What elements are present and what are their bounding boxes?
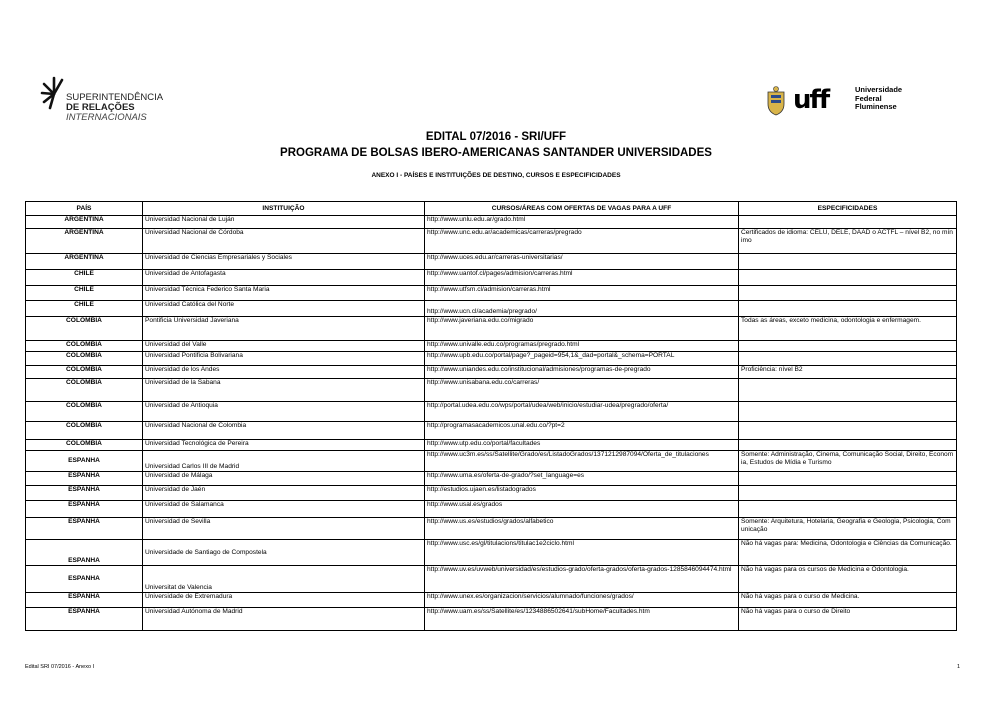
sri-logo [40, 68, 190, 128]
cell-pais: ESPANHA [26, 501, 143, 518]
cell-instituicao: Universidad de los Andes [143, 366, 425, 379]
cell-instituicao: Universidad de Ciencias Empresariales y Sociales [143, 254, 425, 270]
uff-crest-icon [765, 86, 787, 116]
cell-url[interactable]: http://www.uam.es/ss/Satellite/es/1234886502641/subHome/Facultades.htm [425, 608, 739, 631]
sri-logo-line2: DE RELAÇÕES [66, 102, 135, 113]
cell-instituicao: Universidade de Santiago de Compostela [143, 540, 425, 566]
footer-page-number: 1 [957, 664, 961, 670]
cell-instituicao: Universidad de Antofagasta [143, 270, 425, 286]
table-row [26, 501, 957, 518]
table-header-row [26, 202, 957, 216]
cell-url[interactable]: http://www.ucn.cl/academia/pregrado/ [425, 301, 739, 317]
cell-url[interactable]: http://programasacademicos.unal.edu.co/?pt=2 [425, 422, 739, 440]
table-row [26, 451, 957, 472]
table-row [26, 229, 957, 254]
cell-url[interactable]: http://www.utp.edu.co/portal/facultades [425, 440, 739, 451]
cell-pais: COLÔMBIA [26, 440, 143, 451]
cell-url[interactable]: http://www.usc.es/gl/titulacions/titulac1e2ciclo.html [425, 540, 739, 566]
cell-pais: ESPANHA [26, 486, 143, 501]
cell-instituicao: Universidad de Jaén [143, 486, 425, 501]
cell-url[interactable]: http://www.javeriana.edu.co/migrado [425, 317, 739, 341]
cell-instituicao: Universidad Nacional de Colombia [143, 422, 425, 440]
table-row [26, 518, 957, 540]
table-row [26, 301, 957, 317]
header-cursos: CURSOS/ÁREAS COM OFERTAS DE VAGAS PARA A UFF [425, 202, 739, 216]
cell-pais: COLÔMBIA [26, 379, 143, 402]
cell-url[interactable]: http://www.uv.es/uvweb/universidad/es/estudios-grado/oferta-grados/oferta-grados-1285846094474.html [425, 566, 739, 593]
table-row [26, 286, 957, 301]
cell-especificidades [739, 501, 957, 518]
cell-especificidades [739, 352, 957, 366]
cell-url[interactable]: http://portal.udea.edu.co/wps/portal/udea/web/inicio/estudiar-udea/pregrado/oferta/ [425, 402, 739, 422]
sri-logo-text [66, 93, 163, 123]
cell-especificidades: Proficiência: nível B2 [739, 366, 957, 379]
table-row [26, 379, 957, 402]
cell-pais: ARGENTINA [26, 216, 143, 229]
uff-logo [765, 84, 925, 124]
sri-logo-line3: INTERNACIONAIS [66, 112, 147, 123]
cell-especificidades [739, 472, 957, 486]
cell-pais: COLÔMBIA [26, 402, 143, 422]
cell-especificidades: Somente: Arquitetura, Hotelaria, Geografia e Geologia, Psicologia, Comunicação [739, 518, 957, 540]
cell-especificidades: Somente: Administração, Cinema, Comunicação Social, Direito, Economia, Estudos de Mídia e Turismo [739, 451, 957, 472]
table-row [26, 440, 957, 451]
table-row [26, 216, 957, 229]
cell-instituicao: Universidad Pontificia Bolivariana [143, 352, 425, 366]
cell-instituicao: Universidad del Valle [143, 341, 425, 352]
cell-instituicao: Pontificia Universidad Javeriana [143, 317, 425, 341]
cell-especificidades [739, 270, 957, 286]
header-especificidades: ESPECIFICIDADES [739, 202, 957, 216]
cell-especificidades [739, 379, 957, 402]
uff-mark: uff [793, 85, 829, 115]
table-row [26, 352, 957, 366]
cell-especificidades [739, 402, 957, 422]
cell-especificidades: Certificados de idioma: CELU, DELE, DAAD o ACTFL – nível B2, no mínimo [739, 229, 957, 254]
table-row [26, 341, 957, 352]
cell-pais: CHILE [26, 270, 143, 286]
cell-instituicao: Universidad Tecnológica de Pereira [143, 440, 425, 451]
cell-url[interactable]: http://www.uantof.cl/pages/admision/carreras.html [425, 270, 739, 286]
cell-pais: ESPANHA [26, 540, 143, 566]
cell-pais: ARGENTINA [26, 229, 143, 254]
cell-url[interactable]: http://www.unc.edu.ar/academicas/carreras/pregrado [425, 229, 739, 254]
cell-instituicao: Universidad de Salamanca [143, 501, 425, 518]
cell-url[interactable]: http://www.uniandes.edu.co/institucional/admisiones/programas-de-pregrado [425, 366, 739, 379]
cell-especificidades [739, 301, 957, 317]
cell-pais: COLÔMBIA [26, 352, 143, 366]
cell-url[interactable]: http://www.univalle.edu.co/programas/pregrado.html [425, 341, 739, 352]
cell-especificidades [739, 254, 957, 270]
cell-url[interactable]: http://www.uces.edu.ar/carreras-universitarias/ [425, 254, 739, 270]
uff-name-line1: Universidade [855, 85, 903, 94]
table-row [26, 422, 957, 440]
cell-pais: ARGENTINA [26, 254, 143, 270]
table-row [26, 270, 957, 286]
cell-especificidades: Não há vagas para os cursos de Medicina e Odontologia. [739, 566, 957, 593]
cell-url[interactable]: http://www.utfsm.cl/admision/carreras.html [425, 286, 739, 301]
cell-pais: CHILE [26, 301, 143, 317]
cell-instituicao: Universidad Autónoma de Madrid [143, 608, 425, 631]
table-row [26, 402, 957, 422]
header-instituicao: INSTITUIÇÃO [143, 202, 425, 216]
cell-url[interactable]: http://www.us.es/estudios/grados/alfabetico [425, 518, 739, 540]
cell-instituicao: Universidad Católica del Norte [143, 301, 425, 317]
table-row [26, 608, 957, 631]
cell-url[interactable]: http://www.uc3m.es/ss/Satellite/Grado/es/ListadoGrados/1371212987094/Oferta_de_titulaciones [425, 451, 739, 472]
cell-instituicao: Universidade de Extremadura [143, 593, 425, 608]
cell-especificidades: Não há vagas para o curso de Medicina. [739, 593, 957, 608]
cell-especificidades [739, 216, 957, 229]
cell-instituicao: Universidad de Antioquia [143, 402, 425, 422]
institutions-table [25, 201, 957, 631]
cell-especificidades [739, 286, 957, 301]
table-row [26, 486, 957, 501]
program-title: PROGRAMA DE BOLSAS IBERO-AMERICANAS SANTANDER UNIVERSIDADES [280, 147, 712, 159]
annex-title: ANEXO I - PAÍSES E INSTITUIÇÕES DE DESTINO, CURSOS E ESPECIFICIDADES [371, 172, 621, 179]
cell-url[interactable]: http://www.upb.edu.co/portal/page?_pageid=954,1&_dad=portal&_schema=PORTAL [425, 352, 739, 366]
cell-especificidades [739, 422, 957, 440]
table-row [26, 472, 957, 486]
cell-pais: ESPANHA [26, 472, 143, 486]
cell-instituicao: Universitat de Valencia [143, 566, 425, 593]
cell-url[interactable]: http://www.unisabana.edu.co/carreras/ [425, 379, 739, 402]
cell-instituicao: Universidad Nacional de Luján [143, 216, 425, 229]
cell-pais: COLÔMBIA [26, 366, 143, 379]
cell-pais: COLÔMBIA [26, 341, 143, 352]
footer-document-id: Edital SRI 07/2016 - Anexo I [25, 664, 95, 670]
cell-especificidades: Não há vagas para o curso de Direito [739, 608, 957, 631]
cell-url[interactable]: http://www.usal.es/grados [425, 501, 739, 518]
cell-pais: COLÔMBIA [26, 422, 143, 440]
cell-pais: ESPANHA [26, 608, 143, 631]
header-pais: PAÍS [26, 202, 143, 216]
uff-name [855, 86, 902, 112]
cell-pais: ESPANHA [26, 451, 143, 472]
table-row [26, 566, 957, 593]
table-row [26, 593, 957, 608]
table-row [26, 366, 957, 379]
cell-especificidades [739, 341, 957, 352]
cell-pais: ESPANHA [26, 518, 143, 540]
table-body [26, 216, 957, 631]
cell-especificidades [739, 486, 957, 501]
cell-url[interactable]: http://www.unex.es/organizacion/servicios/alumnado/funciones/grados/ [425, 593, 739, 608]
cell-especificidades: Não há vagas para: Medicina, Odontologia e Ciências da Comunicação. [739, 540, 957, 566]
cell-url[interactable]: http://www.uma.es/oferta-de-grado/?set_language=es [425, 472, 739, 486]
table-row [26, 540, 957, 566]
cell-instituicao: Universidad de Málaga [143, 472, 425, 486]
uff-name-line3: Fluminense [855, 102, 897, 111]
document-title: EDITAL 07/2016 - SRI/UFF [425, 131, 567, 143]
cell-instituicao: Universidad de la Sabana [143, 379, 425, 402]
cell-instituicao: Universidad Técnica Federico Santa Maria [143, 286, 425, 301]
cell-instituicao: Universidad Nacional de Córdoba [143, 229, 425, 254]
cell-pais: CHILE [26, 286, 143, 301]
cell-pais: ESPANHA [26, 566, 143, 593]
cell-url[interactable]: http://www.unlu.edu.ar/grado.html [425, 216, 739, 229]
table-row [26, 317, 957, 341]
cell-instituicao: Universidad Carlos III de Madrid [143, 451, 425, 472]
sri-logo-line1: SUPERINTENDÊNCIA [66, 92, 164, 103]
cell-especificidades: Todas as áreas, exceto medicina, odontologia e enfermagem. [739, 317, 957, 341]
cell-especificidades [739, 440, 957, 451]
cell-pais: COLÔMBIA [26, 317, 143, 341]
cell-pais: ESPANHA [26, 593, 143, 608]
table-row [26, 254, 957, 270]
cell-instituicao: Universidad de Sevilla [143, 518, 425, 540]
uff-name-line2: Federal [855, 93, 882, 103]
cell-url[interactable]: http://estudios.ujaen.es/listadogrados [425, 486, 739, 501]
